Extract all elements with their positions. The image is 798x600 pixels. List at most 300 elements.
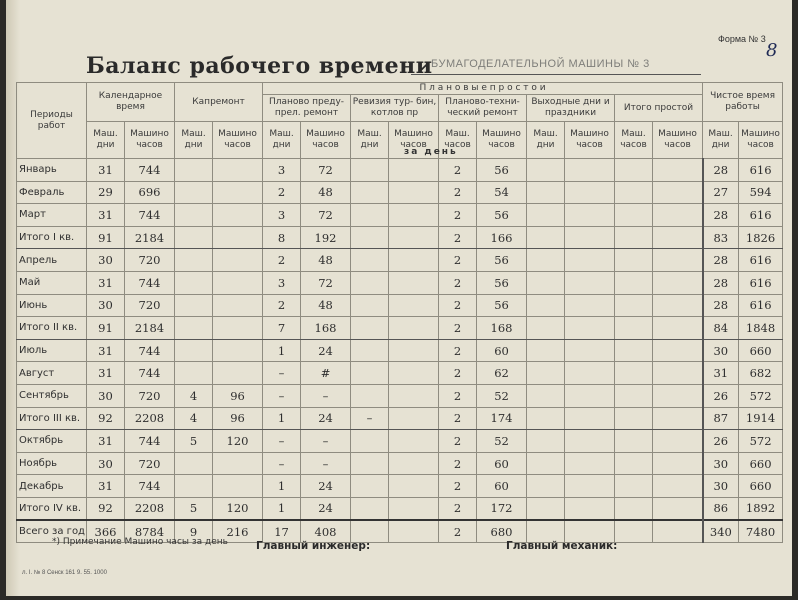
cell-kap-d [175,226,213,249]
cell-kap-h [213,204,263,227]
cell-cal-h: 744 [125,339,175,362]
cell-rev-h [389,226,439,249]
cell-ptr-d: 2 [439,407,477,430]
cell-rev-h [389,430,439,453]
cell-empty [527,317,565,340]
cell-ptr-h: 56 [477,204,527,227]
cell-ptr-d: 2 [439,497,477,520]
cell-kap-h [213,452,263,475]
header-capital-repair: Капремонт [175,83,263,122]
period-cell: Март [17,204,87,227]
cell-empty [565,294,615,317]
period-cell: Итого I кв. [17,226,87,249]
cell-kap-h [213,339,263,362]
cell-rev-h [389,249,439,272]
cell-cal-d: 31 [87,271,125,294]
cell-net-d: 28 [703,271,739,294]
work-time-balance-table [16,82,783,543]
sub-header-days-hours: Маш. часов [615,122,653,159]
cell-empty [615,159,653,182]
cell-ppr-h: 168 [301,317,351,340]
cell-ppr-d: 1 [263,339,301,362]
cell-empty [653,452,703,475]
cell-cal-h: 744 [125,362,175,385]
table-row [17,430,783,453]
cell-net-h: 1826 [739,226,783,249]
cell-rev-d [351,317,389,340]
cell-empty [653,520,703,543]
period-cell: Октябрь [17,430,87,453]
cell-ppr-d: – [263,362,301,385]
cell-empty [527,249,565,272]
cell-net-d: 86 [703,497,739,520]
header-total-idle: Итого простой [615,95,703,122]
cell-ptr-d: 2 [439,475,477,498]
cell-net-d: 84 [703,317,739,340]
cell-kap-d [175,204,213,227]
cell-ppr-h: 48 [301,294,351,317]
table-row [17,339,783,362]
header-periods: Периоды работ [17,83,87,159]
cell-empty [615,249,653,272]
cell-empty [653,159,703,182]
cell-empty [653,317,703,340]
cell-rev-h [389,475,439,498]
header-weekends: Выходные дни и праздники [527,95,615,122]
cell-empty [527,407,565,430]
table-row [17,384,783,407]
cell-ptr-d: 2 [439,271,477,294]
cell-ptr-d: 2 [439,294,477,317]
printer-imprint: л. I. № 8 Сенск 161 9. 55. 1000 [22,570,107,576]
cell-kap-h [213,159,263,182]
table-row [17,204,783,227]
cell-empty [565,159,615,182]
table-row [17,497,783,520]
cell-cal-d: 30 [87,249,125,272]
cell-empty [527,430,565,453]
cell-rev-h [389,181,439,204]
document-title: Баланс рабочего времени [86,53,433,79]
cell-cal-d: 92 [87,407,125,430]
period-cell: Декабрь [17,475,87,498]
cell-empty [565,407,615,430]
cell-empty [615,226,653,249]
cell-empty [565,271,615,294]
cell-kap-d [175,317,213,340]
cell-ppr-h: 192 [301,226,351,249]
cell-empty [565,226,615,249]
cell-empty [615,294,653,317]
cell-ptr-h: 166 [477,226,527,249]
period-cell: Итого III кв. [17,407,87,430]
cell-kap-h [213,362,263,385]
cell-rev-d [351,181,389,204]
cell-kap-h: 216 [213,520,263,543]
cell-ppr-d: 3 [263,159,301,182]
cell-cal-d: 31 [87,362,125,385]
cell-rev-h [389,294,439,317]
cell-net-d: 28 [703,249,739,272]
table-row [17,317,783,340]
sub-header-days: Маш. дни [351,122,389,159]
cell-net-h: 616 [739,271,783,294]
cell-ppr-d: 2 [263,249,301,272]
period-cell: Итого IV кв. [17,497,87,520]
cell-kap-d [175,271,213,294]
cell-empty [527,497,565,520]
cell-cal-d: 30 [87,452,125,475]
table-row [17,294,783,317]
cell-empty [527,271,565,294]
cell-net-d: 30 [703,339,739,362]
cell-ptr-d: 2 [439,317,477,340]
cell-ppr-d: 3 [263,204,301,227]
cell-empty [615,362,653,385]
header-net-time: Чистое время работы [703,83,783,122]
table-row [17,452,783,475]
cell-ptr-d: 2 [439,430,477,453]
cell-ptr-h: 54 [477,181,527,204]
cell-cal-h: 744 [125,204,175,227]
cell-net-h: 1892 [739,497,783,520]
cell-kap-h: 96 [213,384,263,407]
cell-cal-d: 31 [87,339,125,362]
cell-rev-h [389,339,439,362]
cell-empty [653,226,703,249]
cell-ppr-h: 24 [301,497,351,520]
cell-empty [653,475,703,498]
cell-kap-h [213,294,263,317]
cell-empty [565,204,615,227]
cell-rev-d [351,475,389,498]
cell-ppr-h: 72 [301,271,351,294]
cell-ptr-h: 60 [477,452,527,475]
sub-header-days: Маш. дни [87,122,125,159]
cell-empty [615,339,653,362]
sub-header-hours: Машино часов [125,122,175,159]
sub-header-hours: Машино часов [389,122,439,159]
header-ptr: Планово-техни- ческий ремонт [439,95,527,122]
cell-net-h: 1848 [739,317,783,340]
cell-ppr-h: 24 [301,339,351,362]
sub-header-hours: Машино часов [739,122,783,159]
cell-empty [527,475,565,498]
cell-rev-d [351,339,389,362]
cell-kap-h [213,181,263,204]
cell-net-d: 340 [703,520,739,543]
cell-empty [653,181,703,204]
cell-ppr-h: 72 [301,159,351,182]
cell-ppr-d: 1 [263,407,301,430]
cell-ptr-h: 62 [477,362,527,385]
cell-empty [615,204,653,227]
header-planned-idle: П л а н о в ы е п р о с т о и [263,83,703,95]
cell-ppr-h: – [301,384,351,407]
cell-empty [653,271,703,294]
cell-rev-d [351,294,389,317]
cell-ptr-d: 2 [439,159,477,182]
cell-empty [527,204,565,227]
cell-cal-d: 366 [87,520,125,543]
period-cell: Ноябрь [17,452,87,475]
cell-cal-d: 91 [87,317,125,340]
cell-net-h: 594 [739,181,783,204]
cell-cal-h: 744 [125,430,175,453]
cell-empty [615,317,653,340]
cell-cal-h: 744 [125,159,175,182]
cell-kap-d [175,452,213,475]
cell-ppr-d: 1 [263,497,301,520]
cell-net-d: 26 [703,384,739,407]
cell-cal-h: 720 [125,249,175,272]
cell-net-h: 616 [739,159,783,182]
sub-header-hours: Машино часов [565,122,615,159]
cell-kap-d [175,475,213,498]
cell-empty [527,339,565,362]
cell-net-h: 660 [739,452,783,475]
sub-header-hours: Машино часов [301,122,351,159]
period-cell: Февраль [17,181,87,204]
cell-empty [527,294,565,317]
cell-empty [565,362,615,385]
sub-header-days: Маш. дни [263,122,301,159]
cell-net-d: 30 [703,452,739,475]
cell-rev-h [389,204,439,227]
cell-empty [565,249,615,272]
cell-cal-d: 31 [87,475,125,498]
period-cell: Май [17,271,87,294]
cell-ptr-d: 2 [439,362,477,385]
cell-net-d: 27 [703,181,739,204]
cell-cal-h: 696 [125,181,175,204]
cell-net-d: 26 [703,430,739,453]
cell-ppr-d: 1 [263,475,301,498]
cell-net-h: 682 [739,362,783,385]
cell-empty [565,475,615,498]
cell-kap-h: 96 [213,407,263,430]
cell-net-d: 87 [703,407,739,430]
cell-rev-d [351,204,389,227]
cell-ptr-d: 2 [439,181,477,204]
cell-ptr-h: 52 [477,430,527,453]
cell-ptr-h: 60 [477,339,527,362]
cell-kap-d [175,362,213,385]
cell-cal-h: 744 [125,475,175,498]
cell-cal-d: 91 [87,226,125,249]
cell-rev-d [351,226,389,249]
sub-header-days: Маш. дни [527,122,565,159]
cell-cal-h: 8784 [125,520,175,543]
cell-net-d: 28 [703,159,739,182]
cell-rev-h [389,520,439,543]
cell-cal-h: 720 [125,294,175,317]
cell-rev-d [351,430,389,453]
cell-empty [653,497,703,520]
cell-kap-d [175,339,213,362]
period-cell: Итого II кв. [17,317,87,340]
cell-empty [615,497,653,520]
table-body [17,159,783,543]
sub-header-hours: Машино часов [213,122,263,159]
cell-net-d: 83 [703,226,739,249]
handwritten-form-mark: 8 [766,40,778,61]
table-row [17,271,783,294]
cell-kap-h: 120 [213,430,263,453]
cell-kap-d: 4 [175,407,213,430]
cell-kap-d [175,249,213,272]
cell-rev-h [389,159,439,182]
chief-engineer-label: Главный инженер: [256,540,371,552]
cell-ppr-h: # [301,362,351,385]
cell-empty [527,362,565,385]
cell-empty [527,384,565,407]
cell-empty [565,430,615,453]
cell-empty [653,294,703,317]
cell-ptr-d: 2 [439,249,477,272]
cell-kap-h [213,317,263,340]
cell-rev-d: – [351,407,389,430]
cell-empty [615,271,653,294]
period-cell: Август [17,362,87,385]
period-cell: Июнь [17,294,87,317]
cell-empty [615,181,653,204]
form-number: Форма № 3 [718,34,766,44]
cell-cal-h: 2208 [125,407,175,430]
table-row [17,181,783,204]
cell-cal-d: 30 [87,384,125,407]
cell-ppr-d: – [263,452,301,475]
per-day-note: за день [404,147,458,157]
cell-ppr-h: 48 [301,249,351,272]
cell-empty [653,339,703,362]
cell-rev-h [389,384,439,407]
cell-net-d: 31 [703,362,739,385]
period-cell: Июль [17,339,87,362]
cell-cal-d: 31 [87,159,125,182]
cell-net-h: 660 [739,475,783,498]
title-underline [411,74,701,75]
cell-empty [653,204,703,227]
cell-kap-d: 4 [175,384,213,407]
cell-rev-h [389,317,439,340]
cell-ptr-h: 56 [477,249,527,272]
cell-ptr-h: 168 [477,317,527,340]
cell-net-h: 616 [739,249,783,272]
cell-ppr-d: 2 [263,294,301,317]
cell-net-h: 616 [739,294,783,317]
cell-empty [565,384,615,407]
cell-rev-d [351,452,389,475]
table-row [17,226,783,249]
cell-empty [615,475,653,498]
cell-kap-d: 5 [175,497,213,520]
cell-rev-h [389,497,439,520]
cell-ptr-d: 2 [439,226,477,249]
cell-ppr-d: 8 [263,226,301,249]
cell-rev-h [389,407,439,430]
cell-rev-d [351,497,389,520]
table-row [17,407,783,430]
cell-empty [565,339,615,362]
cell-ppr-h: 24 [301,475,351,498]
table-row [17,362,783,385]
sub-header-days: Маш. дни [703,122,739,159]
cell-empty [653,407,703,430]
cell-empty [565,317,615,340]
sub-header-hours: Машино часов [653,122,703,159]
cell-empty [653,430,703,453]
cell-ptr-h: 56 [477,271,527,294]
cell-empty [527,159,565,182]
cell-kap-d [175,181,213,204]
cell-kap-d [175,159,213,182]
cell-empty [615,452,653,475]
table-row [17,475,783,498]
cell-cal-d: 31 [87,204,125,227]
cell-ppr-h: 72 [301,204,351,227]
cell-ptr-h: 56 [477,294,527,317]
cell-kap-h [213,475,263,498]
cell-cal-d: 92 [87,497,125,520]
cell-ppr-h: 24 [301,407,351,430]
footnote: *) Примечание Машино часы за день [52,537,228,547]
cell-empty [615,407,653,430]
cell-empty [615,430,653,453]
cell-ptr-h: 56 [477,159,527,182]
sub-header-hours: Машино часов [477,122,527,159]
cell-empty [653,384,703,407]
sub-header-days-hours: Маш. часов [439,122,477,159]
cell-cal-h: 2184 [125,317,175,340]
cell-cal-h: 720 [125,452,175,475]
table-row [17,249,783,272]
cell-net-h: 572 [739,384,783,407]
period-cell: Всего за год [17,520,87,543]
period-cell: Апрель [17,249,87,272]
cell-cal-h: 2208 [125,497,175,520]
header-calendar-time: Календарное время [87,83,175,122]
cell-net-d: 30 [703,475,739,498]
period-cell: Сентябрь [17,384,87,407]
cell-net-h: 1914 [739,407,783,430]
cell-ppr-d: 7 [263,317,301,340]
cell-ptr-d: 2 [439,384,477,407]
cell-cal-h: 720 [125,384,175,407]
cell-rev-h [389,271,439,294]
cell-cal-d: 29 [87,181,125,204]
chief-mechanic-label: Главный механик: [506,540,618,552]
cell-kap-h [213,249,263,272]
header-revision: Ревизия тур- бин, котлов пр [351,95,439,122]
cell-ptr-h: 174 [477,407,527,430]
cell-ptr-h: 680 [477,520,527,543]
cell-rev-d [351,159,389,182]
cell-net-d: 28 [703,294,739,317]
cell-ppr-h: – [301,430,351,453]
cell-ppr-d: 3 [263,271,301,294]
cell-net-h: 7480 [739,520,783,543]
cell-empty [615,520,653,543]
cell-rev-d [351,362,389,385]
cell-empty [615,384,653,407]
cell-empty [527,181,565,204]
cell-ppr-d: 17 [263,520,301,543]
cell-net-h: 660 [739,339,783,362]
cell-ptr-d: 2 [439,520,477,543]
cell-ptr-d: 2 [439,452,477,475]
cell-rev-d [351,271,389,294]
